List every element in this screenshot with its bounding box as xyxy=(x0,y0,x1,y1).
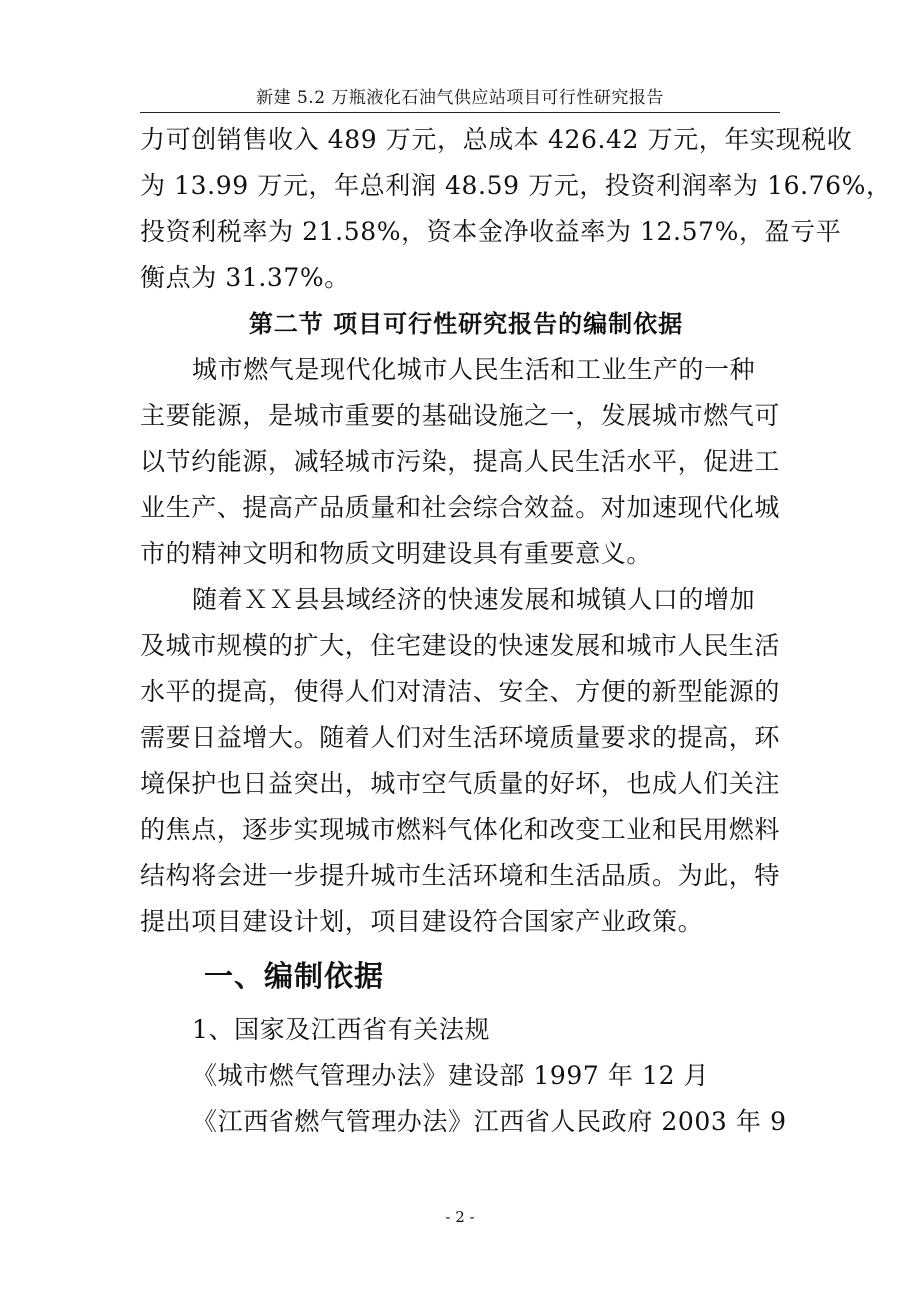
text-line: 市的精神文明和物质文明建设具有重要意义。 xyxy=(140,539,653,568)
document-title: 新建 5.2 万瓶液化石油气供应站项目可行性研究报告 xyxy=(256,88,664,108)
text-line: 为 13.99 万元，年总利润 48.59 万元，投资利润率为 16.76%， xyxy=(140,171,892,200)
text-line: 投资利税率为 21.58%，资本金净收益率为 12.57%，盈亏平 xyxy=(140,217,842,246)
summary-paragraph xyxy=(140,117,892,301)
text-line: 境保护也日益突出，城市空气质量的好坏，也成人们关注 xyxy=(140,769,781,798)
text-line: 主要能源，是城市重要的基础设施之一，发展城市燃气可 xyxy=(140,401,781,430)
text-line: 业生产、提高产品质量和社会综合效益。对加速现代化城 xyxy=(140,493,781,522)
text-line: 力可创销售收入 489 万元，总成本 426.42 万元，年实现税收 xyxy=(140,125,853,154)
paragraph-city-gas xyxy=(140,347,792,577)
text-line: 及城市规模的扩大，住宅建设的快速发展和城市人民生活 xyxy=(140,631,781,660)
page-number: - 2 - xyxy=(445,1208,475,1226)
text-line: 结构将会进一步提升城市生活环境和生活品质。为此，特 xyxy=(140,861,781,890)
paragraph-county-development xyxy=(140,577,792,945)
regulation-entry: 《江西省燃气管理办法》江西省人民政府 2003 年 9 xyxy=(192,1107,787,1136)
text-line: 随着ＸＸ县县域经济的快速发展和城镇人口的增加 xyxy=(192,585,756,614)
text-line: 衡点为 31.37%。 xyxy=(140,263,350,292)
text-line: 城市燃气是现代化城市人民生活和工业生产的一种 xyxy=(192,355,756,384)
section-title: 第二节 项目可行性研究报告的编制依据 xyxy=(248,310,684,338)
list-item-regulations: 1、国家及江西省有关法规 xyxy=(192,1015,491,1044)
document-body xyxy=(140,117,892,1145)
text-line: 水平的提高，使得人们对清洁、安全、方便的新型能源的 xyxy=(140,677,781,706)
page-header xyxy=(140,84,780,113)
text-line: 的焦点，逐步实现城市燃料气体化和改变工业和民用燃料 xyxy=(140,815,781,844)
text-line: 以节约能源，减轻城市污染，提高人民生活水平，促进工 xyxy=(140,447,781,476)
text-line: 提出项目建设计划，项目建设符合国家产业政策。 xyxy=(140,907,704,936)
text-line: 需要日益增大。随着人们对生活环境质量要求的提高，环 xyxy=(140,723,781,752)
regulation-entry: 《城市燃气管理办法》建设部 1997 年 12 月 xyxy=(192,1061,710,1090)
heading-compilation-basis: 一、编制依据 xyxy=(204,959,385,993)
